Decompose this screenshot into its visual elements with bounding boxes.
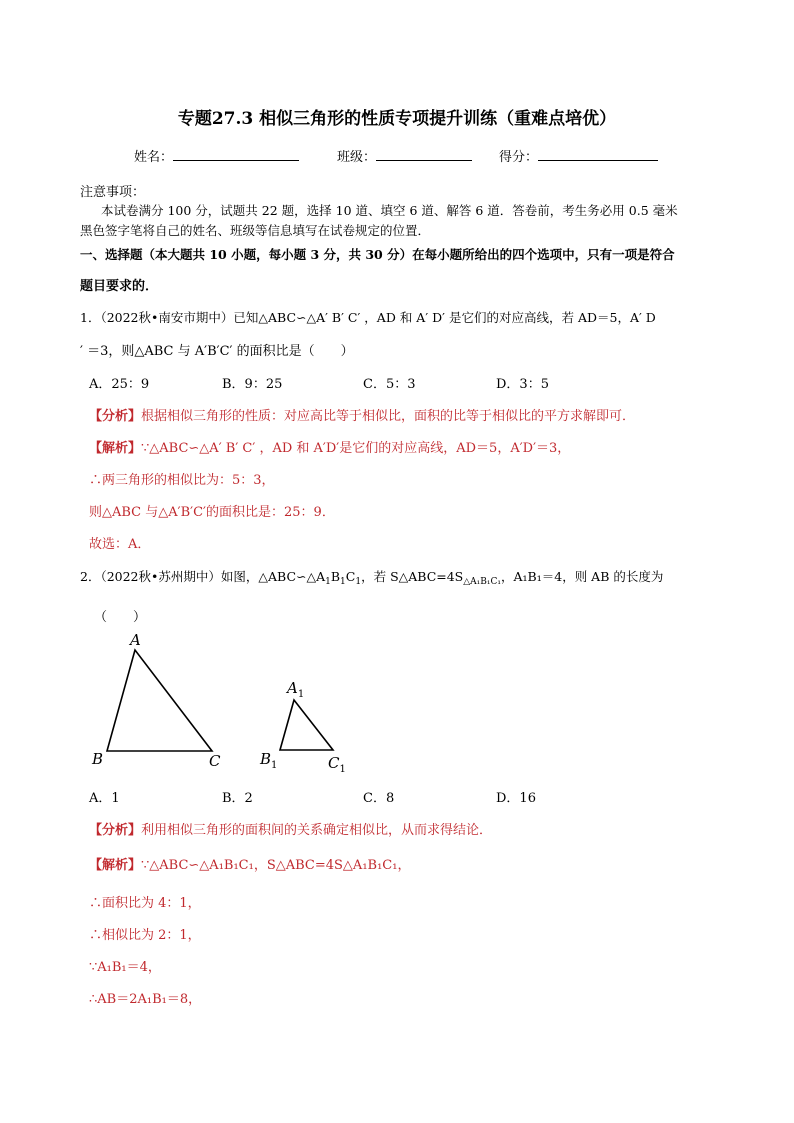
big-triangle (107, 650, 212, 751)
q1-solution (89, 437, 570, 456)
q2-step-3: ∵A₁B₁＝4， (89, 960, 161, 975)
notes-line-1: 本试卷满分 100 分，试题共 22 题，选择 10 道、填空 6 道、解答 6 道．答卷前，考生务必用 0.5 毫米 (101, 203, 678, 218)
notes-heading: 注意事项： (80, 185, 146, 200)
q1-option-a[interactable]: A．25：9 (89, 377, 150, 392)
q2-stem-line-2: （ ） (94, 610, 147, 625)
q1-stem-line-1: 1．（2022秋•南安市期中）已知△ABC∽△A′ B′ C′ ，AD 和 A′ D′ 是它们的对应高线，若 AD＝5，A′ D (80, 310, 656, 325)
q2-solution-text: ∵△ABC∽△A₁B₁C₁，S△ABC=4S△A₁B₁C₁， (141, 858, 411, 873)
q1-analysis (89, 405, 635, 424)
q2-stem-part-e: C (345, 569, 356, 584)
q2-stem-part-a: 2．（2022秋•苏州期中）如图，△ABC∽△A (80, 569, 326, 584)
q2-stem-sub-2: 1 (340, 577, 346, 587)
q2-analysis-text: 利用相似三角形的面积间的关系确定相似比，从而求得结论． (141, 823, 493, 838)
score-underline (538, 148, 658, 161)
q1-solution-text: ∵△ABC∽△A′ B′ C′ ，AD 和 A′D′是它们的对应高线，AD＝5，A′D′＝3， (141, 441, 571, 456)
q2-stem-part-c: B (330, 569, 341, 584)
section-heading-line-1: 一、选择题（本大题共 10 小题，每小题 3 分，共 30 分）在每小题所给出的四个选项中，只有一项是符合 (80, 247, 675, 262)
q2-figure (80, 630, 380, 780)
q2-step-1: ∴面积比为 4：1， (89, 896, 201, 911)
small-label-a: $A_1$ (287, 679, 305, 700)
q2-option-b[interactable]: B．2 (222, 791, 253, 806)
q1-answer: 故选：A． (89, 537, 151, 552)
score-field[interactable] (499, 146, 658, 165)
name-label: 姓名： (134, 150, 174, 165)
q1-analysis-tag: 【分析】 (89, 409, 142, 424)
name-underline (173, 148, 299, 161)
small-label-b: $B_1$ (260, 750, 278, 771)
big-label-b: B (92, 750, 104, 768)
q2-solution (89, 854, 410, 873)
q2-step-2: ∴相似比为 2：1， (89, 928, 201, 943)
q2-step-4: ∴AB＝2A₁B₁＝8， (89, 992, 202, 1007)
q1-stem-line-2: ′ ＝3，则△ABC 与 A′B′C′ 的面积比是（ ） (80, 344, 354, 359)
notes-line-2: 黑色签字笔将自己的姓名、班级等信息填写在试卷规定的位置． (80, 223, 431, 238)
q1-option-b[interactable]: B．9：25 (222, 377, 283, 392)
q1-analysis-text: 根据相似三角形的性质：对应高比等于相似比，面积的比等于相似比的平方求解即可． (141, 409, 636, 424)
page-title: 专题27.3 相似三角形的性质专项提升训练（重难点培优） (177, 109, 617, 129)
big-label-a: A (130, 631, 141, 649)
class-underline (376, 148, 472, 161)
q2-stem-sub-3: 1 (355, 577, 362, 587)
class-field[interactable] (337, 146, 472, 165)
q1-step-2: 则△ABC 与△A′B′C′的面积比是：25：9． (89, 505, 335, 520)
q2-analysis (89, 819, 492, 838)
q1-step-1: ∴两三角形的相似比为：5：3， (89, 473, 275, 488)
q2-option-d[interactable]: D．16 (496, 791, 536, 806)
q2-stem-line-1 (80, 567, 663, 587)
q1-option-c[interactable]: C．5：3 (363, 377, 416, 392)
q2-option-a[interactable]: A．1 (89, 791, 120, 806)
big-label-c: C (209, 752, 221, 770)
q2-stem-part-g: ，若 S△ABC=4S (361, 569, 464, 584)
q1-solution-tag: 【解析】 (89, 441, 142, 456)
q2-stem-part-h: △A₁B₁C₁ (463, 577, 501, 587)
q2-solution-tag: 【解析】 (89, 858, 142, 873)
q2-stem-part-i: ，A₁B₁＝4，则 AB 的长度为 (501, 569, 664, 584)
q2-option-c[interactable]: C．8 (363, 791, 395, 806)
class-label: 班级： (337, 150, 377, 165)
q2-stem-sub-1: 1 (325, 577, 331, 587)
q2-analysis-tag: 【分析】 (89, 823, 142, 838)
small-label-c: $C_1$ (328, 754, 346, 775)
section-heading-line-2: 题目要求的． (80, 279, 159, 294)
name-field[interactable] (134, 146, 299, 165)
small-triangle (280, 700, 333, 750)
score-label: 得分： (499, 150, 539, 165)
q1-option-d[interactable]: D．3：5 (496, 377, 549, 392)
